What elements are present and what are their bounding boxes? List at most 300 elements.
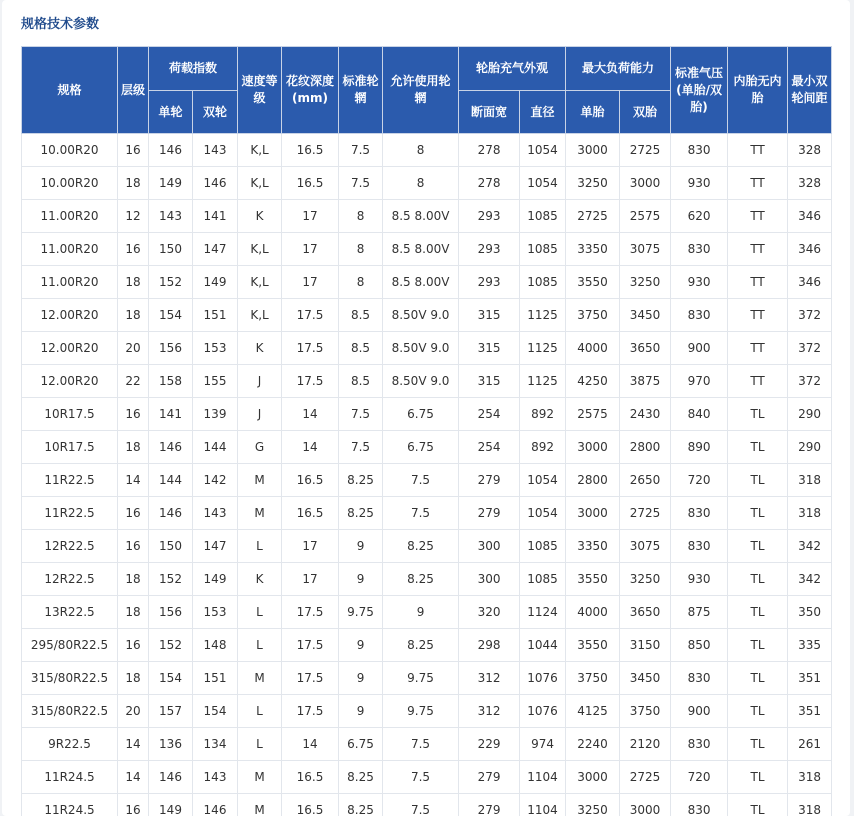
cell-section-width: 315 xyxy=(459,299,520,332)
cell-allowed-rim: 9 xyxy=(383,596,459,629)
header-inflated: 轮胎充气外观 xyxy=(459,47,566,91)
cell-allowed-rim: 9.75 xyxy=(383,695,459,728)
table-row xyxy=(22,530,832,563)
cell-ply: 18 xyxy=(118,167,149,200)
cell-spec: 12.00R20 xyxy=(22,332,118,365)
cell-diameter: 1085 xyxy=(520,266,566,299)
cell-ply: 18 xyxy=(118,596,149,629)
cell-spec: 315/80R22.5 xyxy=(22,695,118,728)
cell-section-width: 312 xyxy=(459,695,520,728)
cell-max-single: 2800 xyxy=(566,464,620,497)
cell-spec: 11R24.5 xyxy=(22,761,118,794)
cell-max-dual: 2725 xyxy=(620,497,671,530)
table-row xyxy=(22,497,832,530)
cell-spec: 11.00R20 xyxy=(22,266,118,299)
cell-spec: 11R22.5 xyxy=(22,464,118,497)
cell-max-dual: 3000 xyxy=(620,794,671,816)
cell-section-width: 279 xyxy=(459,464,520,497)
cell-ply: 16 xyxy=(118,134,149,167)
cell-diameter: 1125 xyxy=(520,332,566,365)
cell-section-width: 320 xyxy=(459,596,520,629)
cell-min-spacing: 318 xyxy=(788,761,832,794)
cell-load-single: 156 xyxy=(149,596,193,629)
cell-speed: K,L xyxy=(238,233,282,266)
header-tube: 内胎无内胎 xyxy=(728,47,788,134)
cell-max-dual: 3000 xyxy=(620,167,671,200)
cell-section-width: 315 xyxy=(459,332,520,365)
cell-allowed-rim: 6.75 xyxy=(383,431,459,464)
cell-max-single: 3000 xyxy=(566,761,620,794)
table-row xyxy=(22,200,832,233)
cell-tread-depth: 16.5 xyxy=(282,134,339,167)
cell-load-dual: 143 xyxy=(193,497,238,530)
cell-tread-depth: 17.5 xyxy=(282,695,339,728)
cell-load-dual: 143 xyxy=(193,761,238,794)
cell-min-spacing: 328 xyxy=(788,134,832,167)
cell-diameter: 1054 xyxy=(520,464,566,497)
table-row xyxy=(22,233,832,266)
cell-min-spacing: 290 xyxy=(788,398,832,431)
cell-section-width: 298 xyxy=(459,629,520,662)
cell-min-spacing: 372 xyxy=(788,332,832,365)
cell-spec: 11R24.5 xyxy=(22,794,118,816)
cell-load-dual: 151 xyxy=(193,662,238,695)
table-row xyxy=(22,299,832,332)
cell-max-dual: 2725 xyxy=(620,134,671,167)
cell-spec: 10R17.5 xyxy=(22,398,118,431)
table-header xyxy=(22,47,832,134)
cell-diameter: 1054 xyxy=(520,134,566,167)
cell-spec: 11.00R20 xyxy=(22,233,118,266)
cell-section-width: 229 xyxy=(459,728,520,761)
cell-diameter: 1085 xyxy=(520,530,566,563)
cell-tread-depth: 14 xyxy=(282,728,339,761)
cell-pressure: 875 xyxy=(671,596,728,629)
cell-allowed-rim: 7.5 xyxy=(383,794,459,816)
cell-spec: 11.00R20 xyxy=(22,200,118,233)
cell-std-rim: 7.5 xyxy=(339,431,383,464)
cell-min-spacing: 372 xyxy=(788,299,832,332)
cell-diameter: 1104 xyxy=(520,794,566,816)
cell-min-spacing: 346 xyxy=(788,233,832,266)
cell-tread-depth: 16.5 xyxy=(282,497,339,530)
cell-ply: 16 xyxy=(118,233,149,266)
table-row xyxy=(22,662,832,695)
cell-section-width: 315 xyxy=(459,365,520,398)
cell-pressure: 900 xyxy=(671,332,728,365)
cell-tube: TL xyxy=(728,530,788,563)
cell-tube: TL xyxy=(728,728,788,761)
cell-std-rim: 8 xyxy=(339,233,383,266)
cell-load-single: 149 xyxy=(149,167,193,200)
cell-min-spacing: 328 xyxy=(788,167,832,200)
cell-tread-depth: 14 xyxy=(282,398,339,431)
cell-std-rim: 8 xyxy=(339,266,383,299)
cell-speed: J xyxy=(238,365,282,398)
cell-tube: TT xyxy=(728,167,788,200)
cell-speed: K xyxy=(238,200,282,233)
cell-allowed-rim: 7.5 xyxy=(383,497,459,530)
table-row xyxy=(22,728,832,761)
cell-tread-depth: 17.5 xyxy=(282,299,339,332)
section-title: 规格技术参数 xyxy=(21,17,100,32)
cell-diameter: 1125 xyxy=(520,299,566,332)
table-row xyxy=(22,332,832,365)
cell-pressure: 970 xyxy=(671,365,728,398)
header-std-rim: 标准轮辋 xyxy=(339,47,383,134)
cell-ply: 20 xyxy=(118,332,149,365)
cell-spec: 12.00R20 xyxy=(22,299,118,332)
cell-pressure: 830 xyxy=(671,662,728,695)
cell-ply: 16 xyxy=(118,497,149,530)
cell-max-dual: 3075 xyxy=(620,233,671,266)
cell-load-single: 150 xyxy=(149,530,193,563)
cell-load-dual: 149 xyxy=(193,563,238,596)
cell-pressure: 720 xyxy=(671,761,728,794)
cell-allowed-rim: 8.5 8.00V xyxy=(383,233,459,266)
cell-pressure: 620 xyxy=(671,200,728,233)
cell-load-dual: 154 xyxy=(193,695,238,728)
cell-tube: TL xyxy=(728,629,788,662)
cell-max-single: 4125 xyxy=(566,695,620,728)
cell-max-single: 3350 xyxy=(566,233,620,266)
cell-std-rim: 9.75 xyxy=(339,596,383,629)
cell-max-single: 3350 xyxy=(566,530,620,563)
cell-ply: 20 xyxy=(118,695,149,728)
header-ply: 层级 xyxy=(118,47,149,134)
cell-load-dual: 141 xyxy=(193,200,238,233)
cell-max-single: 3550 xyxy=(566,266,620,299)
table-row xyxy=(22,596,832,629)
cell-section-width: 293 xyxy=(459,266,520,299)
cell-max-single: 4000 xyxy=(566,596,620,629)
cell-diameter: 1044 xyxy=(520,629,566,662)
table-body xyxy=(22,134,832,816)
cell-spec: 9R22.5 xyxy=(22,728,118,761)
cell-ply: 12 xyxy=(118,200,149,233)
cell-spec: 12R22.5 xyxy=(22,530,118,563)
cell-pressure: 830 xyxy=(671,497,728,530)
cell-tube: TT xyxy=(728,200,788,233)
cell-section-width: 293 xyxy=(459,233,520,266)
cell-load-dual: 149 xyxy=(193,266,238,299)
cell-spec: 12.00R20 xyxy=(22,365,118,398)
cell-std-rim: 8.25 xyxy=(339,464,383,497)
cell-ply: 18 xyxy=(118,299,149,332)
cell-max-single: 4000 xyxy=(566,332,620,365)
cell-load-dual: 151 xyxy=(193,299,238,332)
cell-diameter: 1076 xyxy=(520,662,566,695)
cell-max-dual: 3650 xyxy=(620,596,671,629)
cell-max-dual: 3075 xyxy=(620,530,671,563)
cell-speed: L xyxy=(238,695,282,728)
cell-pressure: 930 xyxy=(671,563,728,596)
cell-ply: 16 xyxy=(118,530,149,563)
cell-min-spacing: 290 xyxy=(788,431,832,464)
cell-diameter: 1085 xyxy=(520,563,566,596)
cell-load-dual: 143 xyxy=(193,134,238,167)
header-max-single: 单胎 xyxy=(566,91,620,134)
cell-allowed-rim: 8.25 xyxy=(383,629,459,662)
cell-allowed-rim: 8.50V 9.0 xyxy=(383,365,459,398)
cell-tube: TL xyxy=(728,398,788,431)
cell-tread-depth: 16.5 xyxy=(282,167,339,200)
header-max-load: 最大负荷能力 xyxy=(566,47,671,91)
cell-allowed-rim: 8.50V 9.0 xyxy=(383,332,459,365)
cell-tread-depth: 17.5 xyxy=(282,332,339,365)
cell-spec: 10R17.5 xyxy=(22,431,118,464)
cell-speed: K,L xyxy=(238,134,282,167)
cell-std-rim: 8.25 xyxy=(339,761,383,794)
cell-max-single: 3550 xyxy=(566,563,620,596)
cell-tube: TL xyxy=(728,596,788,629)
cell-section-width: 278 xyxy=(459,134,520,167)
table-row xyxy=(22,563,832,596)
header-load-index: 荷载指数 xyxy=(149,47,238,91)
cell-std-rim: 9 xyxy=(339,662,383,695)
cell-max-single: 2725 xyxy=(566,200,620,233)
cell-speed: M xyxy=(238,464,282,497)
cell-load-single: 146 xyxy=(149,134,193,167)
cell-spec: 315/80R22.5 xyxy=(22,662,118,695)
cell-min-spacing: 372 xyxy=(788,365,832,398)
cell-max-dual: 3250 xyxy=(620,266,671,299)
cell-min-spacing: 351 xyxy=(788,662,832,695)
cell-load-single: 144 xyxy=(149,464,193,497)
cell-min-spacing: 346 xyxy=(788,200,832,233)
cell-speed: K,L xyxy=(238,266,282,299)
cell-load-single: 141 xyxy=(149,398,193,431)
cell-spec: 12R22.5 xyxy=(22,563,118,596)
table-row xyxy=(22,695,832,728)
cell-load-single: 158 xyxy=(149,365,193,398)
cell-section-width: 293 xyxy=(459,200,520,233)
cell-load-single: 136 xyxy=(149,728,193,761)
cell-std-rim: 6.75 xyxy=(339,728,383,761)
cell-diameter: 892 xyxy=(520,398,566,431)
cell-min-spacing: 318 xyxy=(788,464,832,497)
cell-speed: M xyxy=(238,497,282,530)
table-row xyxy=(22,365,832,398)
cell-max-dual: 3450 xyxy=(620,299,671,332)
cell-load-single: 150 xyxy=(149,233,193,266)
cell-tube: TL xyxy=(728,497,788,530)
table-row xyxy=(22,167,832,200)
table-row xyxy=(22,794,832,816)
header-tread-depth: 花纹深度(mm) xyxy=(282,47,339,134)
cell-section-width: 279 xyxy=(459,794,520,816)
cell-max-single: 3250 xyxy=(566,167,620,200)
cell-tube: TL xyxy=(728,563,788,596)
cell-allowed-rim: 8.25 xyxy=(383,530,459,563)
cell-load-single: 149 xyxy=(149,794,193,816)
cell-allowed-rim: 9.75 xyxy=(383,662,459,695)
cell-speed: L xyxy=(238,629,282,662)
cell-tread-depth: 17 xyxy=(282,200,339,233)
cell-spec: 10.00R20 xyxy=(22,134,118,167)
cell-ply: 18 xyxy=(118,662,149,695)
cell-allowed-rim: 8.5 8.00V xyxy=(383,200,459,233)
cell-tube: TL xyxy=(728,431,788,464)
cell-max-single: 3000 xyxy=(566,431,620,464)
table-row xyxy=(22,431,832,464)
cell-tread-depth: 17.5 xyxy=(282,365,339,398)
cell-load-single: 146 xyxy=(149,431,193,464)
header-section-width: 断面宽 xyxy=(459,91,520,134)
cell-speed: L xyxy=(238,530,282,563)
cell-load-dual: 146 xyxy=(193,794,238,816)
cell-ply: 18 xyxy=(118,563,149,596)
cell-speed: M xyxy=(238,662,282,695)
cell-std-rim: 8.25 xyxy=(339,794,383,816)
cell-std-rim: 9 xyxy=(339,695,383,728)
cell-tube: TT xyxy=(728,332,788,365)
table-row xyxy=(22,134,832,167)
cell-ply: 16 xyxy=(118,794,149,816)
spec-panel xyxy=(2,0,850,816)
table-row xyxy=(22,266,832,299)
cell-speed: L xyxy=(238,596,282,629)
cell-pressure: 930 xyxy=(671,167,728,200)
cell-ply: 18 xyxy=(118,266,149,299)
cell-pressure: 830 xyxy=(671,728,728,761)
cell-load-single: 152 xyxy=(149,563,193,596)
cell-load-dual: 142 xyxy=(193,464,238,497)
cell-tread-depth: 16.5 xyxy=(282,794,339,816)
cell-max-dual: 3150 xyxy=(620,629,671,662)
cell-allowed-rim: 7.5 xyxy=(383,761,459,794)
header-load-single: 单轮 xyxy=(149,91,193,134)
cell-tread-depth: 17 xyxy=(282,233,339,266)
table-row xyxy=(22,464,832,497)
header-speed: 速度等级 xyxy=(238,47,282,134)
cell-max-single: 3550 xyxy=(566,629,620,662)
cell-std-rim: 9 xyxy=(339,563,383,596)
cell-ply: 22 xyxy=(118,365,149,398)
cell-max-dual: 2650 xyxy=(620,464,671,497)
cell-diameter: 1125 xyxy=(520,365,566,398)
header-diameter: 直径 xyxy=(520,91,566,134)
cell-pressure: 850 xyxy=(671,629,728,662)
cell-allowed-rim: 7.5 xyxy=(383,464,459,497)
cell-std-rim: 9 xyxy=(339,629,383,662)
cell-min-spacing: 346 xyxy=(788,266,832,299)
cell-std-rim: 8 xyxy=(339,200,383,233)
cell-section-width: 254 xyxy=(459,431,520,464)
cell-allowed-rim: 8 xyxy=(383,167,459,200)
cell-diameter: 1124 xyxy=(520,596,566,629)
cell-std-rim: 7.5 xyxy=(339,134,383,167)
header-min-spacing: 最小双轮间距 xyxy=(788,47,832,134)
cell-diameter: 1085 xyxy=(520,200,566,233)
cell-tread-depth: 17.5 xyxy=(282,629,339,662)
spec-table xyxy=(21,46,832,816)
cell-load-dual: 148 xyxy=(193,629,238,662)
cell-load-dual: 153 xyxy=(193,596,238,629)
cell-section-width: 278 xyxy=(459,167,520,200)
cell-spec: 10.00R20 xyxy=(22,167,118,200)
cell-allowed-rim: 8.25 xyxy=(383,563,459,596)
cell-tube: TT xyxy=(728,233,788,266)
cell-allowed-rim: 8.5 8.00V xyxy=(383,266,459,299)
cell-allowed-rim: 8.50V 9.0 xyxy=(383,299,459,332)
cell-ply: 18 xyxy=(118,431,149,464)
cell-std-rim: 7.5 xyxy=(339,398,383,431)
cell-spec: 11R22.5 xyxy=(22,497,118,530)
cell-min-spacing: 350 xyxy=(788,596,832,629)
cell-section-width: 300 xyxy=(459,530,520,563)
cell-min-spacing: 342 xyxy=(788,530,832,563)
cell-tread-depth: 17 xyxy=(282,563,339,596)
cell-tube: TL xyxy=(728,464,788,497)
cell-tube: TL xyxy=(728,761,788,794)
cell-pressure: 830 xyxy=(671,299,728,332)
cell-max-dual: 3875 xyxy=(620,365,671,398)
cell-pressure: 830 xyxy=(671,233,728,266)
cell-max-single: 3000 xyxy=(566,497,620,530)
cell-tread-depth: 17.5 xyxy=(282,662,339,695)
cell-diameter: 1054 xyxy=(520,497,566,530)
cell-load-dual: 139 xyxy=(193,398,238,431)
cell-tread-depth: 16.5 xyxy=(282,761,339,794)
cell-max-dual: 3650 xyxy=(620,332,671,365)
cell-ply: 14 xyxy=(118,728,149,761)
cell-pressure: 830 xyxy=(671,794,728,816)
cell-max-single: 3750 xyxy=(566,299,620,332)
cell-tube: TT xyxy=(728,365,788,398)
cell-max-single: 2240 xyxy=(566,728,620,761)
cell-std-rim: 7.5 xyxy=(339,167,383,200)
cell-load-single: 152 xyxy=(149,266,193,299)
cell-ply: 14 xyxy=(118,761,149,794)
cell-max-dual: 3750 xyxy=(620,695,671,728)
cell-load-dual: 146 xyxy=(193,167,238,200)
cell-load-dual: 155 xyxy=(193,365,238,398)
cell-speed: L xyxy=(238,728,282,761)
cell-speed: K xyxy=(238,332,282,365)
cell-std-rim: 8.5 xyxy=(339,365,383,398)
cell-load-dual: 134 xyxy=(193,728,238,761)
cell-load-single: 143 xyxy=(149,200,193,233)
header-max-dual: 双胎 xyxy=(620,91,671,134)
cell-max-dual: 3450 xyxy=(620,662,671,695)
cell-load-dual: 153 xyxy=(193,332,238,365)
cell-tread-depth: 17.5 xyxy=(282,596,339,629)
cell-diameter: 1054 xyxy=(520,167,566,200)
cell-load-single: 146 xyxy=(149,761,193,794)
cell-tread-depth: 17 xyxy=(282,266,339,299)
cell-std-rim: 8.25 xyxy=(339,497,383,530)
cell-allowed-rim: 6.75 xyxy=(383,398,459,431)
cell-speed: K,L xyxy=(238,299,282,332)
cell-pressure: 830 xyxy=(671,530,728,563)
cell-speed: M xyxy=(238,794,282,816)
cell-diameter: 1076 xyxy=(520,695,566,728)
cell-allowed-rim: 8 xyxy=(383,134,459,167)
cell-ply: 14 xyxy=(118,464,149,497)
cell-diameter: 892 xyxy=(520,431,566,464)
cell-pressure: 900 xyxy=(671,695,728,728)
cell-section-width: 300 xyxy=(459,563,520,596)
cell-tread-depth: 16.5 xyxy=(282,464,339,497)
cell-min-spacing: 342 xyxy=(788,563,832,596)
cell-min-spacing: 261 xyxy=(788,728,832,761)
cell-speed: J xyxy=(238,398,282,431)
header-pressure: 标准气压(单胎/双胎) xyxy=(671,47,728,134)
cell-tube: TT xyxy=(728,134,788,167)
cell-pressure: 840 xyxy=(671,398,728,431)
cell-min-spacing: 335 xyxy=(788,629,832,662)
